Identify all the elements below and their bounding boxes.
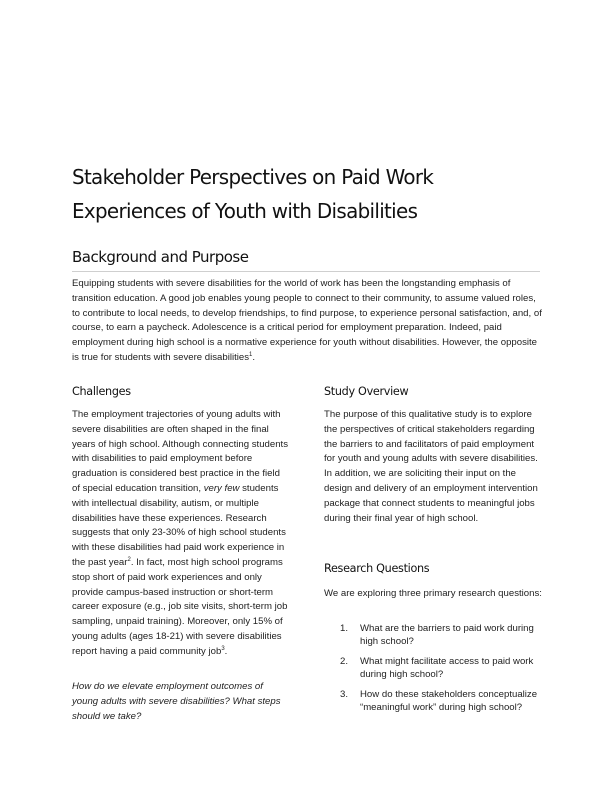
challenges-question: How do we elevate employment outcomes of young adults with severe disabilities? What steps should we take? bbox=[72, 681, 281, 722]
challenges-text-2: students with intellectual disability, autism, or multiple disabilities have these experiences. Research suggests that only 23-30% of high school students with these disabilities had paid work experience in the past year bbox=[72, 482, 286, 568]
challenges-emphasis: very few bbox=[203, 482, 240, 494]
challenges-paragraph bbox=[72, 408, 290, 660]
footnote-ref-3: 3 bbox=[221, 645, 225, 652]
section-divider bbox=[72, 271, 540, 272]
challenges-text-1: The employment trajectories of young adults with severe disabilities are often shaped in the final years of high school. Although connecting students with disabilities to paid employment before graduation is considered best practice in the field of special education transition, bbox=[72, 409, 289, 494]
study-overview-paragraph: The purpose of this qualitative study is to explore the perspectives of critical stakeholders regarding the barriers to and facilitators of paid employment for youth and young adults with severe disabilities. In addition, we are soliciting their input on the design and delivery of an employment intervention package that connect students to meaningful jobs during their final year of high school. bbox=[324, 409, 538, 524]
footnote-ref-2: 2 bbox=[127, 556, 131, 563]
challenges-text-4: . bbox=[224, 645, 228, 657]
list-item bbox=[324, 623, 542, 648]
document-title: Stakeholder Perspectives on Paid Work Experiences of Youth with Disabilities bbox=[72, 165, 434, 223]
list-item bbox=[324, 689, 542, 714]
background-end: . bbox=[252, 351, 256, 363]
background-heading: Background and Purpose bbox=[72, 248, 249, 266]
list-number: 2. bbox=[340, 656, 349, 668]
list-text: What might facilitate access to paid work during high school? bbox=[360, 656, 534, 680]
research-questions-list bbox=[324, 623, 542, 723]
list-text: How do these stakeholders conceptualize “meaningful work” during high school? bbox=[360, 689, 538, 713]
study-overview-heading: Study Overview bbox=[324, 385, 409, 398]
background-text: Equipping students with severe disabilities for the world of work has been the longstanding emphasis of transition education. A good job enables young people to connect to their community, to assume valued roles, to contribute to local needs, to develop friendships, to find purpose, to experience personal satisfaction, and, of course, to earn a paycheck. Adolescence is a critical period for employment preparation. Indeed, paid employment during high school is a normative experience for youth without disabilities. However, the opposite is true for students with severe disabilities bbox=[72, 278, 542, 363]
footnote-ref-1: 1 bbox=[249, 351, 253, 358]
challenges-text-3: . In fact, most high school programs stop short of paid work experiences and only provide campus-based instruction or short-term career exposure (e.g., job site visits, short-term job sampling, unpaid training). Moreover, only 15% of young adults (ages 18-21) with severe disabilities report having a paid community job bbox=[72, 556, 288, 657]
background-paragraph bbox=[72, 277, 542, 366]
list-text: What are the barriers to paid work during high school? bbox=[360, 623, 534, 647]
list-number: 3. bbox=[340, 689, 349, 701]
list-number: 1. bbox=[340, 623, 349, 634]
research-questions-intro: We are exploring three primary research questions: bbox=[324, 588, 542, 599]
research-questions-heading: Research Questions bbox=[324, 562, 430, 575]
challenges-heading: Challenges bbox=[72, 385, 131, 398]
list-item bbox=[324, 656, 542, 681]
